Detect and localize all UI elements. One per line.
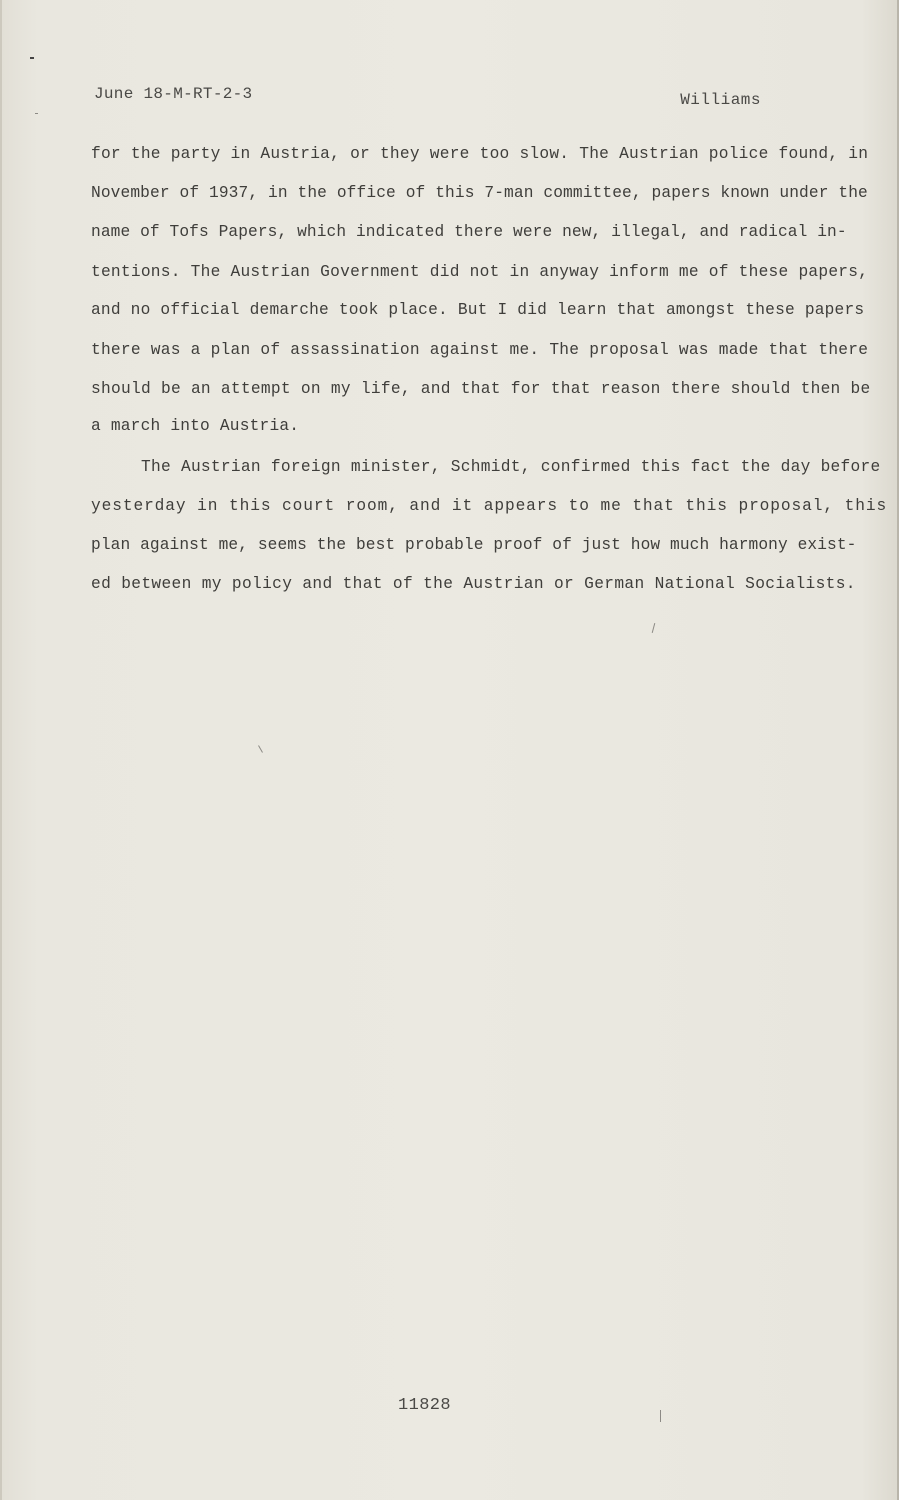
body-line: there was a plan of assassination against me. The proposal was made that there [91,341,869,359]
body-line: name of Tofs Papers, which indicated there were new, illegal, and radical in- [91,223,847,241]
paper-speck [660,1410,661,1422]
body-line: November of 1937, in the office of this 7-man committee, papers known under the [91,184,868,202]
body-line: yesterday in this court room, and it appears to me that this proposal, this [91,497,888,515]
paper-speck [652,623,656,633]
paper-speck [258,745,263,752]
margin-mark [30,57,34,59]
body-line: should be an attempt on my life, and that for that reason there should then be [91,380,871,398]
body-line: plan against me, seems the best probable proof of just how much harmony exist- [91,536,857,554]
paper-speck [35,113,38,114]
body-line: tentions. The Austrian Government did not in anyway inform me of these papers, [91,263,869,281]
speaker-name: Williams [680,91,761,109]
body-line: and no official demarche took place. But I did learn that amongst these papers [91,301,865,319]
body-line: The Austrian foreign minister, Schmidt, confirmed this fact the day before [91,458,881,476]
page-number: 11828 [398,1396,452,1415]
body-line: for the party in Austria, or they were too slow. The Austrian police found, in [91,145,869,163]
body-line: a march into Austria. [91,417,300,435]
body-line: ed between my policy and that of the Austrian or German National Socialists. [91,575,856,593]
document-reference: June 18-M-RT-2-3 [94,85,253,103]
